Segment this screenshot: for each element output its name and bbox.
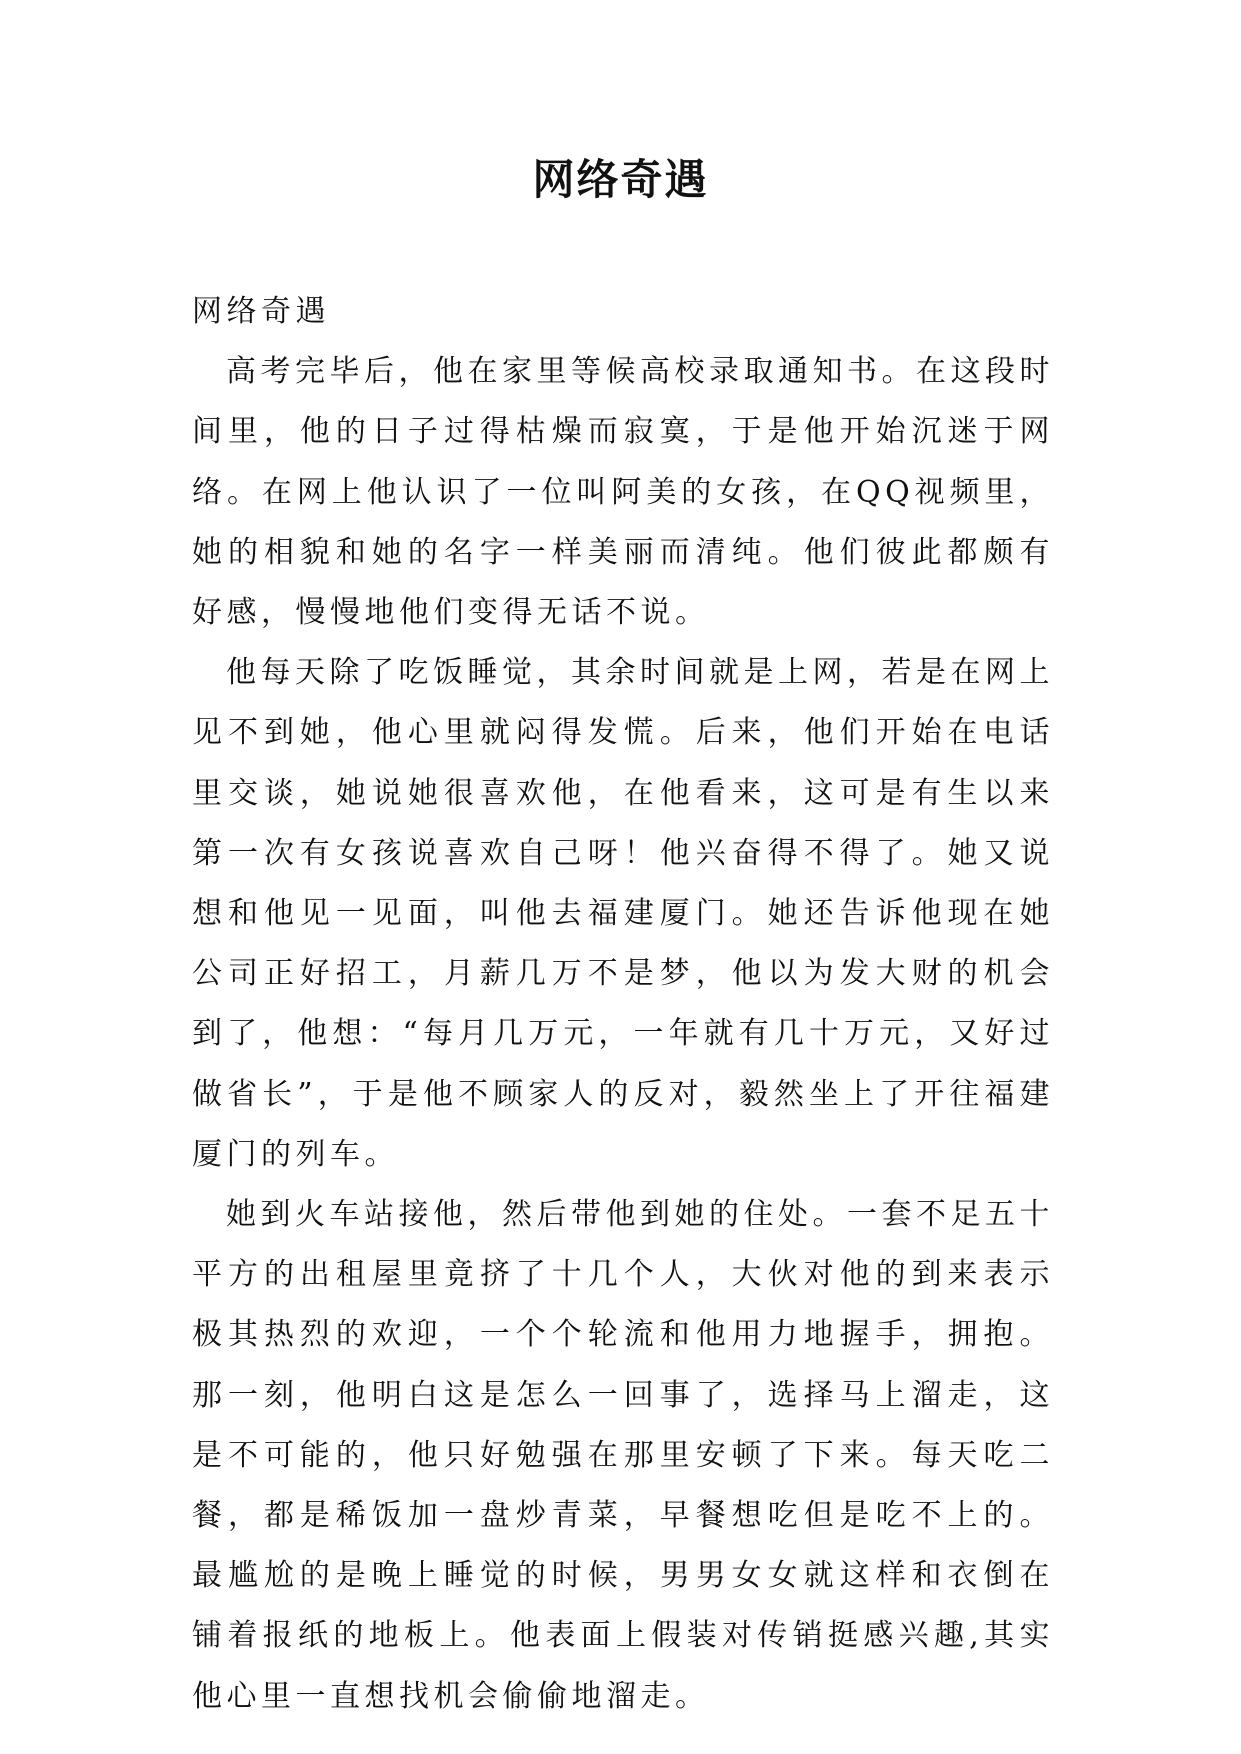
page-title: 网络奇遇 bbox=[532, 155, 709, 204]
article-subheading: 网络奇遇 bbox=[192, 294, 330, 329]
article-body bbox=[192, 282, 1054, 1727]
paragraph: 高考完毕后，他在家里等候高校录取通知书。在这段时间里，他的日子过得枯燥而寂寞，于是他开始沉迷于网络。在网上他认识了一位叫阿美的女孩，在QQ视频里，她的相貌和她的名字一样美丽而清纯。他们彼此都颇有好感，慢慢地他们变得无话不说。 bbox=[192, 354, 1054, 631]
paragraph: 他每天除了吃饭睡觉，其余时间就是上网，若是在网上见不到她，他心里就闷得发慌。后来，他们开始在电话里交谈，她说她很喜欢他，在他看来，这可是有生以来第一次有女孩说喜欢自己呀！他兴奋得不得了。她又说想和他见一见面，叫他去福建厦门。她还告诉他现在她公司正好招工，月薪几万不是梦，他以为发大财的机会到了，他想：“每月几万元，一年就有几十万元，又好过做省长”，于是他不顾家人的反对，毅然坐上了开往福建厦门的列车。 bbox=[192, 655, 1054, 1172]
paragraph: 她到火车站接他，然后带他到她的住处。一套不足五十平方的出租屋里竟挤了十几个人，大伙对他的到来表示极其热烈的欢迎，一个个轮流和他用力地握手，拥抱。那一刻，他明白这是怎么一回事了，选择马上溜走，这是不可能的，他只好勉强在那里安顿了下来。每天吃二餐，都是稀饭加一盘炒青菜，早餐想吃但是吃不上的。最尴尬的是晚上睡觉的时候，男男女女就这样和衣倒在铺着报纸的地板上。他表面上假装对传销挺感兴趣,其实他心里一直想找机会偷偷地溜走。 bbox=[192, 1197, 1054, 1714]
